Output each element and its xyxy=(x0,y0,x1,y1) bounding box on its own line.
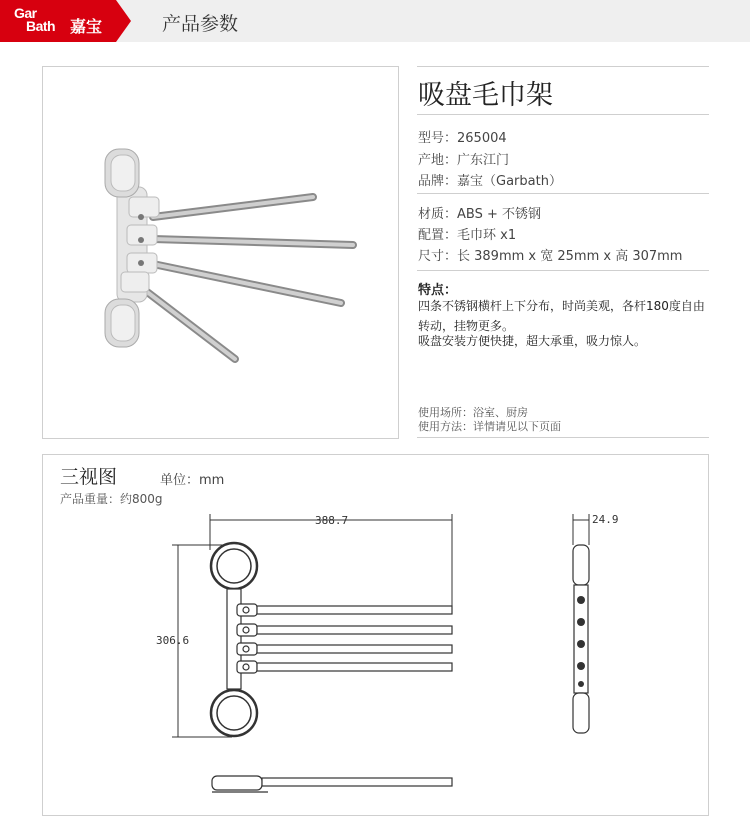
front-view-rod-2 xyxy=(257,626,452,634)
front-view-rod-1 xyxy=(257,606,452,614)
logo-text-line1: Gar xyxy=(14,5,37,21)
product-model: 型号：265004 xyxy=(418,131,507,146)
front-view-rod-4 xyxy=(257,663,452,671)
front-view-rod-3 xyxy=(257,645,452,653)
product-config: 配置：毛巾环 x1 xyxy=(418,228,517,243)
features-heading: 特点： xyxy=(418,283,458,298)
usage-place: 使用场所：浴室、厨房 xyxy=(418,406,528,419)
logo-text-cn: 嘉宝 xyxy=(70,17,103,36)
logo-text-line2: Bath xyxy=(26,18,56,34)
product-size: 尺寸：长 389mm x 宽 25mm x 高 307mm xyxy=(418,249,683,264)
feature-text-1: 四条不锈钢横杆上下分布，时尚美观，各杆180度自由转动，挂物更多。 xyxy=(418,299,705,333)
side-view-cup-top xyxy=(573,545,589,585)
dimension-depth-label: 24.9 xyxy=(592,513,619,526)
three-view-title: 三视图 xyxy=(60,466,118,488)
product-material: 材质：ABS + 不锈钢 xyxy=(418,207,541,222)
usage-method: 使用方法：详情请见以下页面 xyxy=(418,420,561,433)
top-view-cup xyxy=(212,776,262,790)
product-origin: 产地：广东江门 xyxy=(418,153,510,168)
feature-text-2: 吸盘安装方便快捷，超大承重，吸力惊人。 xyxy=(418,334,647,348)
dimension-height-label: 306.6 xyxy=(156,634,190,647)
unit-label: 单位：mm xyxy=(160,473,225,488)
product-weight: 产品重量：约800g xyxy=(60,492,163,506)
product-brand: 品牌：嘉宝（Garbath） xyxy=(418,174,562,189)
top-view-rod xyxy=(262,778,452,786)
section-title: 产品参数 xyxy=(162,13,239,35)
dimension-length-label: 388.7 xyxy=(315,514,349,527)
side-view-cup-bottom xyxy=(573,693,589,733)
product-name: 吸盘毛巾架 xyxy=(418,80,553,111)
